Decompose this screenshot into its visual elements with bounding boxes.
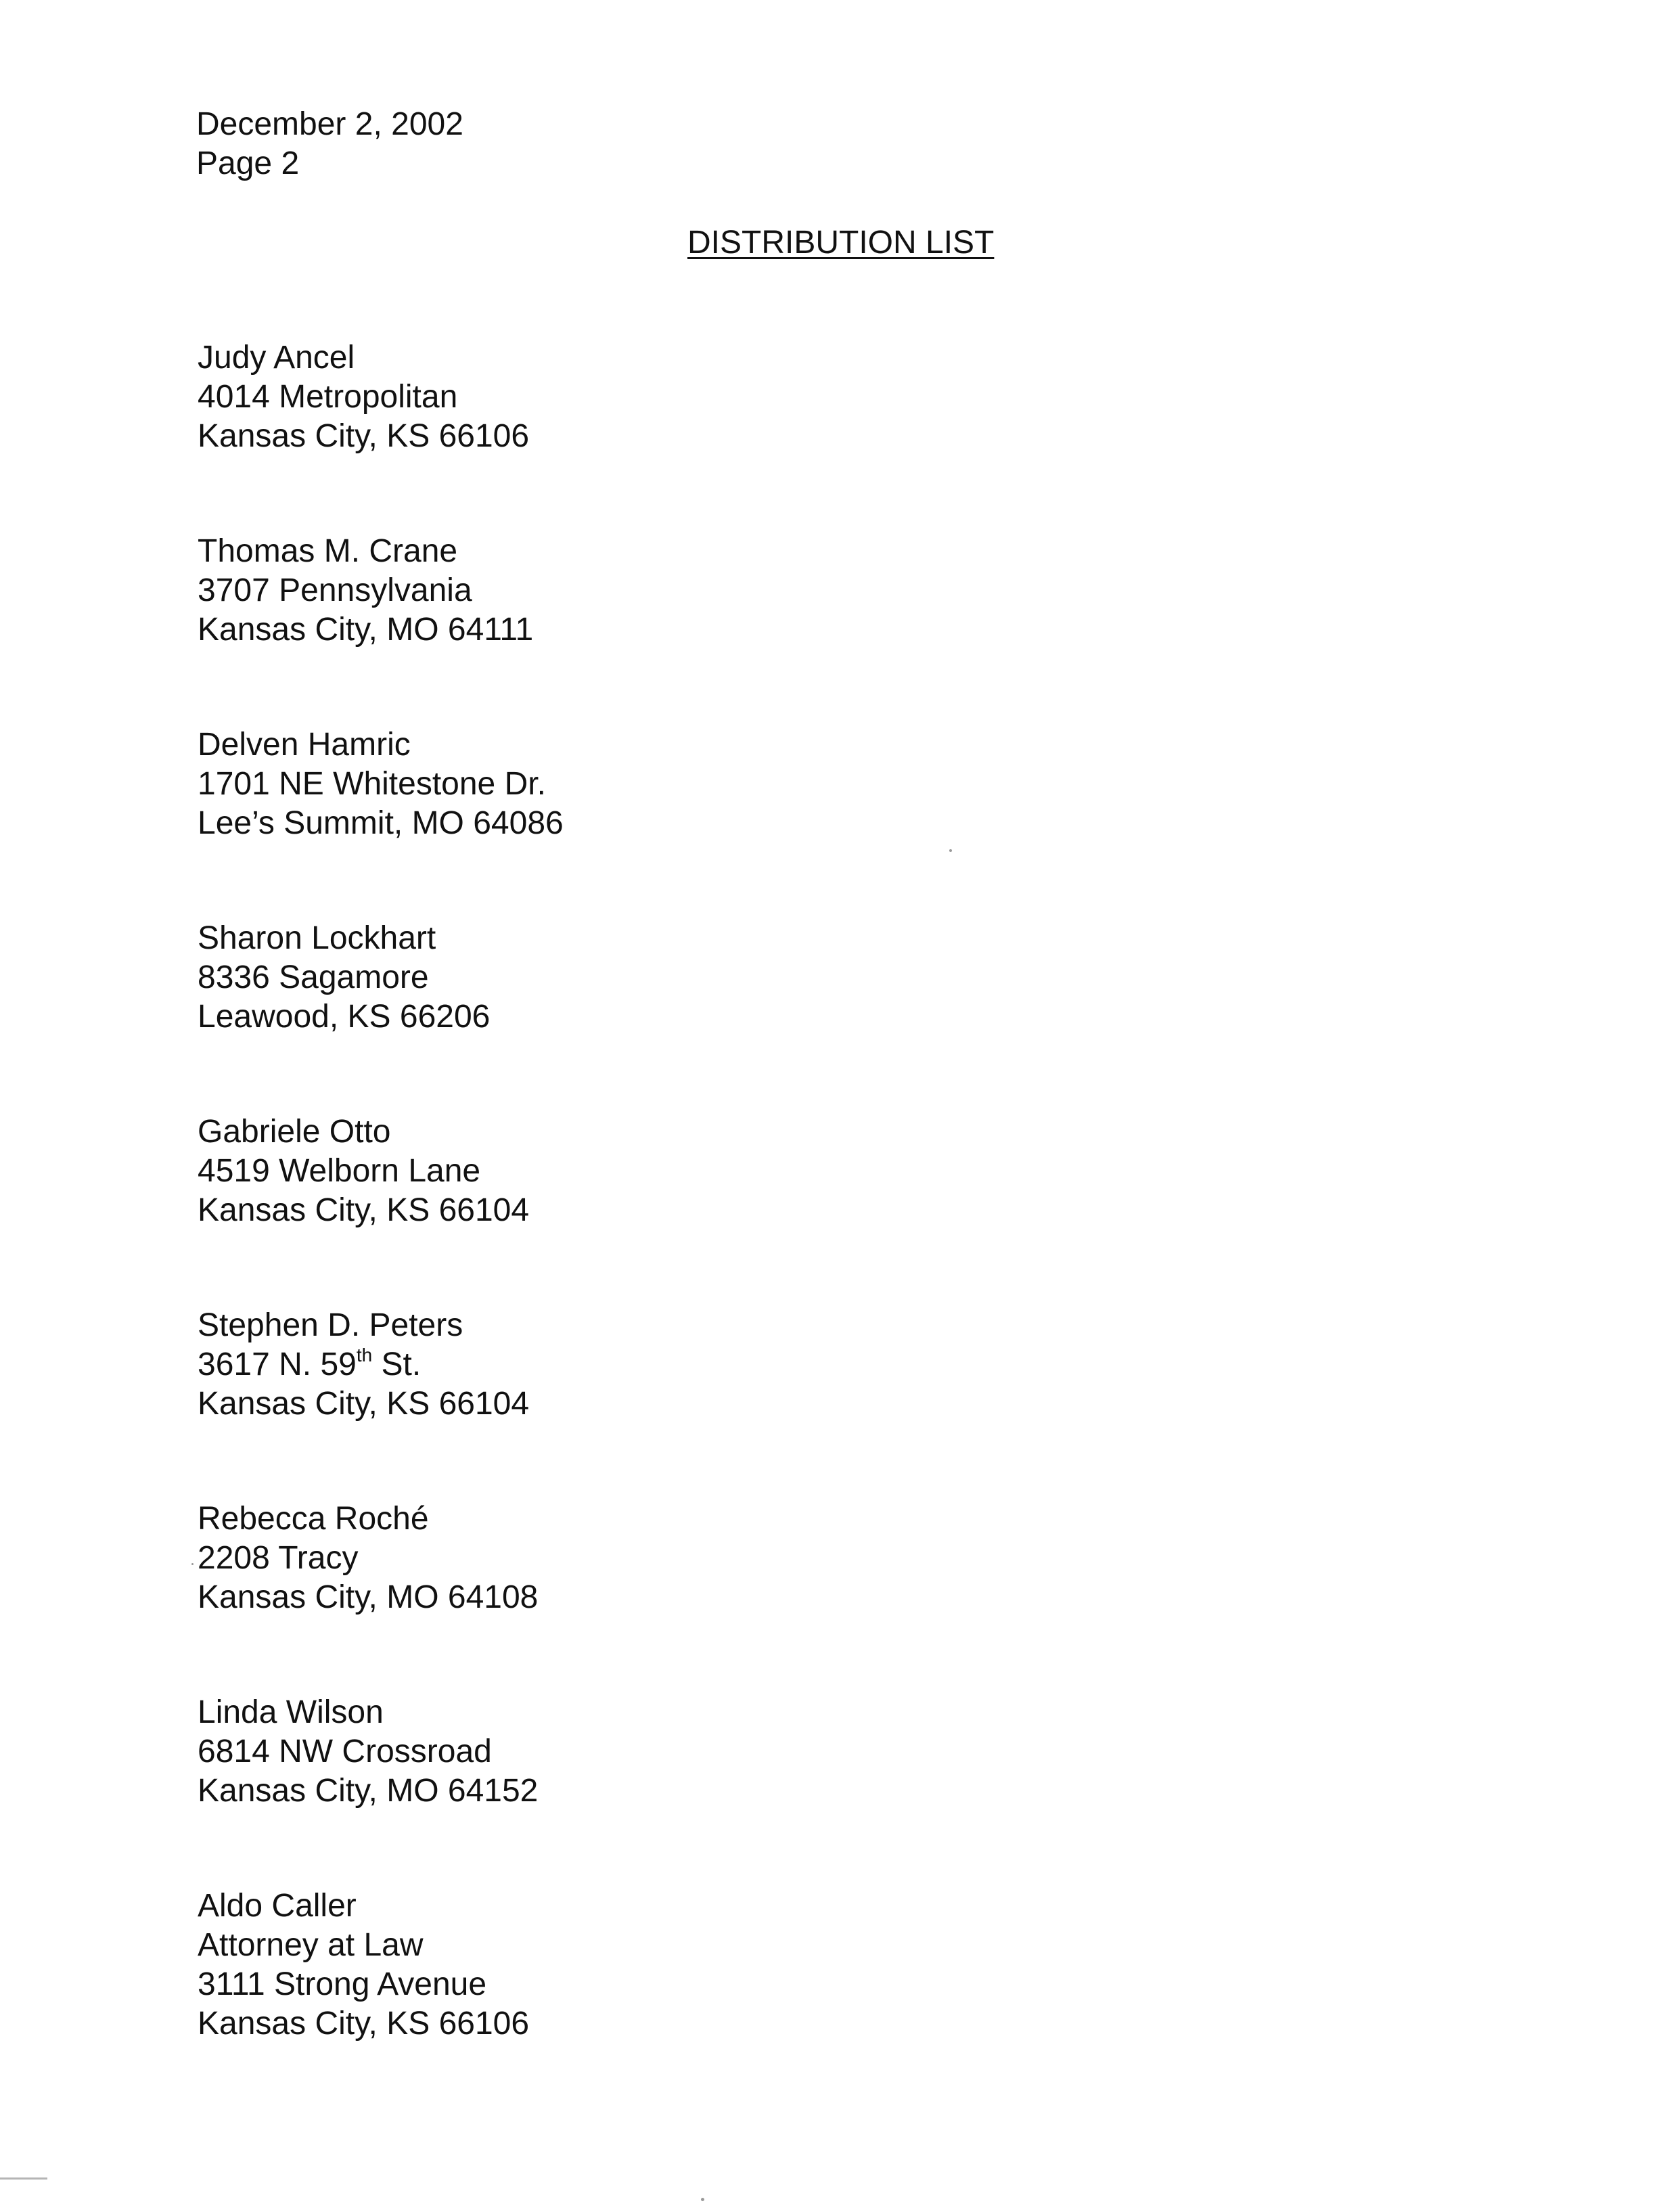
page-number: Page 2: [196, 145, 300, 181]
recipient-street: 4519 Welborn Lane: [198, 1153, 481, 1189]
recipient-street: 3111 Strong Avenue: [198, 1966, 487, 2002]
recipient-street: 8336 Sagamore: [198, 960, 429, 995]
recipient-city: Lee’s Summit, MO 64086: [198, 805, 564, 841]
scan-speck: [701, 2198, 704, 2201]
recipient-name: Linda Wilson: [198, 1694, 384, 1730]
letter-header: [196, 105, 463, 183]
recipient-city: Kansas City, MO 64108: [198, 1579, 539, 1615]
recipient-street: 1701 NE Whitestone Dr.: [198, 766, 546, 802]
ordinal-suffix: th: [356, 1345, 373, 1365]
recipient-entry: [198, 1306, 564, 1424]
street-number: 3617 N. 59: [198, 1347, 357, 1382]
scan-speck: [949, 849, 952, 852]
recipient-city: Kansas City, KS 66106: [198, 418, 530, 454]
recipient-entry: [198, 1112, 564, 1230]
recipient-entry: [198, 919, 564, 1037]
recipient-name: Aldo Caller: [198, 1888, 357, 1924]
recipient-name: Sharon Lockhart: [198, 920, 436, 956]
distribution-list-title: DISTRIBUTION LIST: [687, 225, 995, 261]
recipient-entry: [198, 1887, 564, 2044]
recipient-name: Gabriele Otto: [198, 1114, 391, 1150]
recipient-entry: [198, 1499, 564, 1617]
recipient-city: Kansas City, MO 64111: [198, 612, 534, 648]
street-type: St.: [372, 1347, 422, 1382]
recipient-entry: [198, 532, 564, 650]
recipient-name: Stephen D. Peters: [198, 1307, 463, 1343]
recipient-name: Thomas M. Crane: [198, 533, 458, 569]
letter-date: December 2, 2002: [196, 106, 463, 142]
recipient-street: 6814 NW Crossroad: [198, 1734, 492, 1769]
recipient-entry: [198, 1693, 564, 1811]
recipient-city: Kansas City, MO 64152: [198, 1773, 539, 1809]
recipient-city: Kansas City, KS 66104: [198, 1192, 530, 1228]
recipient-city: Leawood, KS 66206: [198, 999, 491, 1035]
recipient-city: Kansas City, KS 66104: [198, 1386, 530, 1422]
scan-speck: [191, 1563, 194, 1565]
recipient-title: Attorney at Law: [198, 1927, 424, 1963]
recipient-name: Delven Hamric: [198, 727, 411, 763]
recipient-street: [198, 1345, 564, 1384]
scan-edge-mark: [0, 2177, 47, 2180]
recipient-entry: [198, 725, 564, 843]
recipient-street: 4014 Metropolitan: [198, 379, 458, 415]
recipient-street: 2208 Tracy: [198, 1540, 359, 1576]
recipient-city: Kansas City, KS 66106: [198, 2006, 530, 2041]
recipient-entry: [198, 338, 564, 456]
recipient-street: 3707 Pennsylvania: [198, 572, 472, 608]
distribution-list: [198, 338, 564, 2119]
recipient-name: Judy Ancel: [198, 340, 355, 376]
recipient-name: Rebecca Roché: [198, 1501, 429, 1537]
